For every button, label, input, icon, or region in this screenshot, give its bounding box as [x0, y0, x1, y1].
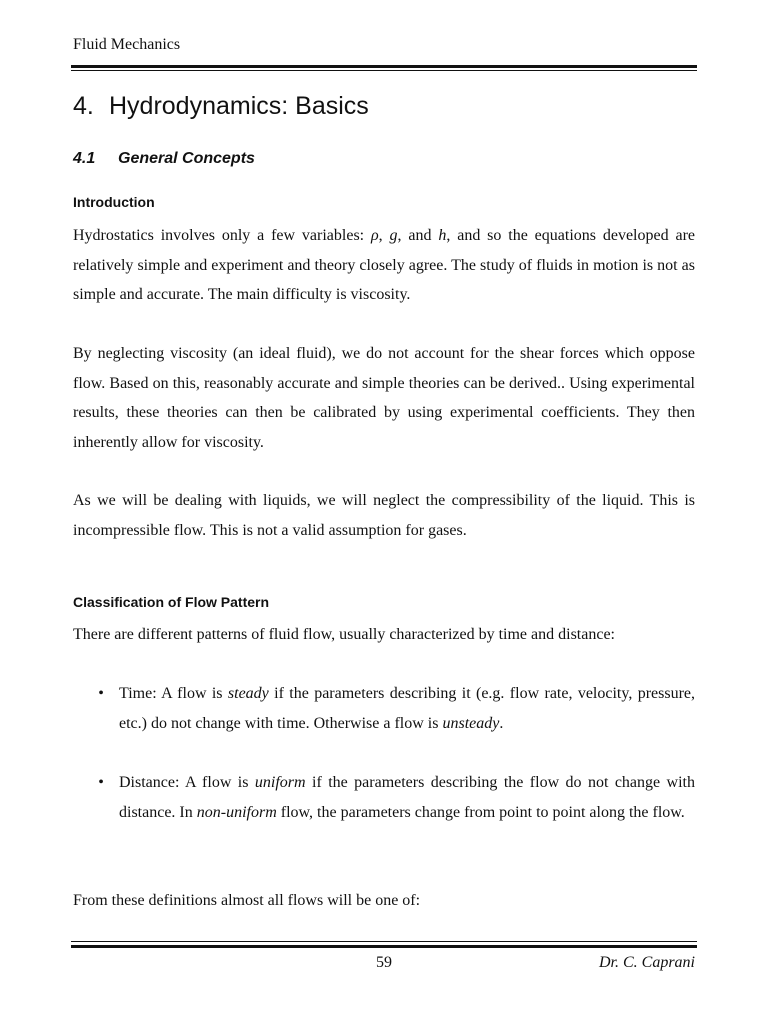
intro-p1-sep1: ,	[378, 227, 390, 244]
bullet-distance-text	[119, 768, 695, 827]
subheading-classification: Classification of Flow Pattern	[73, 594, 270, 610]
footer-rule-thin	[71, 941, 697, 942]
intro-p1-pre: Hydrostatics involves only a few variables:	[73, 227, 371, 244]
term-non-uniform: non-uniform	[196, 803, 277, 821]
footer-author: Dr. C. Caprani	[598, 954, 695, 971]
bullet-time-post: .	[499, 714, 504, 732]
footer-rule-thick	[71, 945, 697, 948]
bullet-distance	[73, 768, 695, 827]
page-number: 59	[376, 954, 392, 971]
bullet-time-pre: Time: A flow is	[119, 685, 228, 702]
bullet-time	[73, 679, 695, 738]
closing-sentence: From these definitions almost all flows will be one of:	[73, 892, 421, 909]
chapter-heading	[73, 89, 369, 123]
intro-p1-sep2: , and	[397, 227, 439, 244]
header-rule-thin	[71, 70, 697, 71]
term-unsteady: unsteady	[442, 714, 500, 732]
symbol-h: h	[438, 227, 447, 244]
intro-paragraph-1	[73, 221, 695, 310]
header-rule-thick	[71, 65, 697, 68]
bullet-distance-post: flow, the parameters change from point to point along the flow.	[276, 803, 685, 821]
bullet-time-text	[119, 679, 695, 738]
symbol-g: g	[389, 227, 398, 244]
intro-paragraph-3: As we will be dealing with liquids, we will neglect the compressibility of the liquid. This is incompressible flow. This is not a valid assumption for gases.	[73, 492, 695, 539]
bullet-dot: •	[98, 685, 104, 702]
term-uniform: uniform	[254, 774, 306, 791]
subheading-introduction: Introduction	[73, 194, 155, 210]
bullet-distance-pre: Distance: A flow is	[119, 774, 255, 791]
bullet-distance-mid: if the parameters describing the flow do not change with distance. In	[119, 774, 696, 821]
section-number: 4.1	[73, 150, 96, 167]
intro-paragraph-2: By neglecting viscosity (an ideal fluid), we do not account for the shear forces which oppose flow. Based on this, reasonably accurate and simple theories can be derived.. Using experimental results, these theories can then be calibrated by using experimental coefficients. They then inherently allow for viscosity.	[73, 345, 695, 451]
chapter-number: 4.	[73, 92, 94, 120]
classification-intro: There are different patterns of fluid flow, usually characterized by time and distance:	[73, 626, 615, 643]
section-heading	[73, 148, 255, 170]
intro-p1-post: , and so the equations developed are relatively simple and experiment and theory closely agree. The study of fluids in motion is not as simple and accurate. The main difficulty is viscosity.	[73, 227, 695, 303]
bullet-time-mid: if the parameters describing it (e.g. flow rate, velocity, pressure, etc.) do not change with time. Otherwise a flow is	[119, 685, 696, 732]
running-header-title: Fluid Mechanics	[73, 36, 181, 53]
bullet-dot: •	[98, 774, 104, 791]
term-steady: steady	[227, 685, 269, 702]
section-title: General Concepts	[118, 150, 255, 167]
chapter-title: Hydrodynamics: Basics	[109, 92, 369, 120]
symbol-rho: ρ	[370, 227, 379, 244]
